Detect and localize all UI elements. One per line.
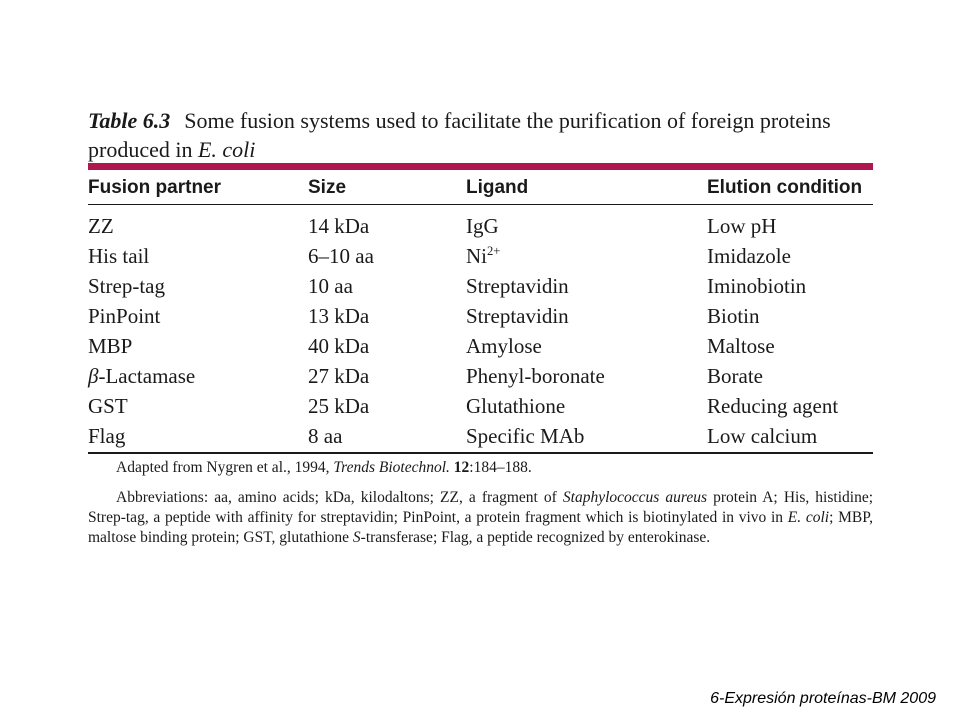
- abbr-text-4: -transferase; Flag, a peptide recognized by enterokinase.: [360, 529, 711, 546]
- table-row: [88, 271, 873, 301]
- caption-text: Some fusion systems used to facilitate the purification of foreign proteins produced in: [88, 108, 831, 162]
- header-size: Size: [308, 172, 466, 205]
- cell-size: 27 kDa: [308, 364, 370, 388]
- table-row: [88, 301, 873, 331]
- source-pages: :184–188.: [469, 459, 532, 476]
- table-label: Table 6.3: [88, 108, 171, 133]
- cell-partner: [88, 361, 308, 391]
- cell-elution: Iminobiotin: [707, 274, 807, 298]
- cell-ligand: Amylose: [466, 334, 542, 358]
- slide-footer: 6-Expresión proteínas-BM 2009: [710, 690, 936, 707]
- table-row: [88, 331, 873, 361]
- cell-ligand: Glutathione: [466, 394, 566, 418]
- cell-partner: ZZ: [88, 214, 114, 238]
- source-prefix: Adapted from Nygren et al., 1994,: [116, 459, 334, 476]
- ligand-symbol: Ni: [466, 244, 487, 268]
- table-row: [88, 241, 873, 271]
- header-fusion-partner: Fusion partner: [88, 172, 308, 205]
- cell-elution: Borate: [707, 364, 763, 388]
- header-ligand: Ligand: [466, 172, 707, 205]
- table-row: [88, 361, 873, 391]
- cell-size: 6–10 aa: [308, 244, 374, 268]
- abbreviations-note: [88, 488, 873, 548]
- header-accent-rule: [88, 163, 873, 170]
- cell-ligand: [466, 241, 707, 271]
- cell-elution: Reducing agent: [707, 394, 839, 418]
- abbr-text-3: ; MBP, maltose binding protein; GST, glutathione: [88, 509, 873, 546]
- cell-elution: Imidazole: [707, 244, 791, 268]
- table-caption: [88, 106, 878, 164]
- abbr-text-1: Abbreviations: aa, amino acids; kDa, kilodaltons; ZZ, a fragment of: [116, 489, 563, 506]
- cell-size: 10 aa: [308, 274, 353, 298]
- cell-partner: His tail: [88, 244, 150, 268]
- cell-partner: Flag: [88, 424, 126, 448]
- fusion-systems-table: [88, 172, 873, 457]
- caption-organism: E. coli: [197, 137, 256, 162]
- source-journal: Trends Biotechnol.: [333, 459, 450, 476]
- table-header-row: [88, 172, 873, 205]
- cell-ligand: Streptavidin: [466, 274, 569, 298]
- abbr-organism: E. coli: [787, 509, 830, 526]
- abbr-text-2: protein A; His, histidine; Strep-tag, a peptide with affinity for streptavidin; PinPoint, a protein fragment which is biotinylated in vivo in: [88, 489, 874, 526]
- cell-elution: Maltose: [707, 334, 775, 358]
- source-volume: 12: [453, 459, 470, 476]
- cell-size: 14 kDa: [308, 214, 370, 238]
- ligand-charge: 2+: [487, 244, 501, 258]
- cell-elution: Low pH: [707, 214, 777, 238]
- cell-ligand: IgG: [466, 214, 499, 238]
- cell-ligand: Specific MAb: [466, 424, 585, 448]
- cell-size: 25 kDa: [308, 394, 370, 418]
- abbr-species: Staphylococcus aureus: [562, 489, 708, 506]
- cell-partner: Strep-tag: [88, 274, 165, 298]
- cell-size: 40 kDa: [308, 334, 370, 358]
- cell-partner: MBP: [88, 334, 133, 358]
- cell-partner: GST: [88, 394, 128, 418]
- abbr-s-letter: S: [352, 529, 361, 546]
- cell-partner: PinPoint: [88, 304, 161, 328]
- cell-ligand: Phenyl-boronate: [466, 364, 605, 388]
- table-row: [88, 205, 873, 242]
- header-elution-condition: Elution condition: [707, 172, 873, 205]
- cell-size: 13 kDa: [308, 304, 370, 328]
- cell-elution: Low calcium: [707, 424, 818, 448]
- table-bottom-rule: [88, 452, 873, 454]
- table-row: [88, 391, 873, 421]
- beta-symbol: β: [88, 364, 99, 388]
- cell-ligand: Streptavidin: [466, 304, 569, 328]
- cell-elution: Biotin: [707, 304, 760, 328]
- partner-name: -Lactamase: [98, 364, 196, 388]
- cell-size: 8 aa: [308, 424, 343, 448]
- source-note: [88, 458, 873, 478]
